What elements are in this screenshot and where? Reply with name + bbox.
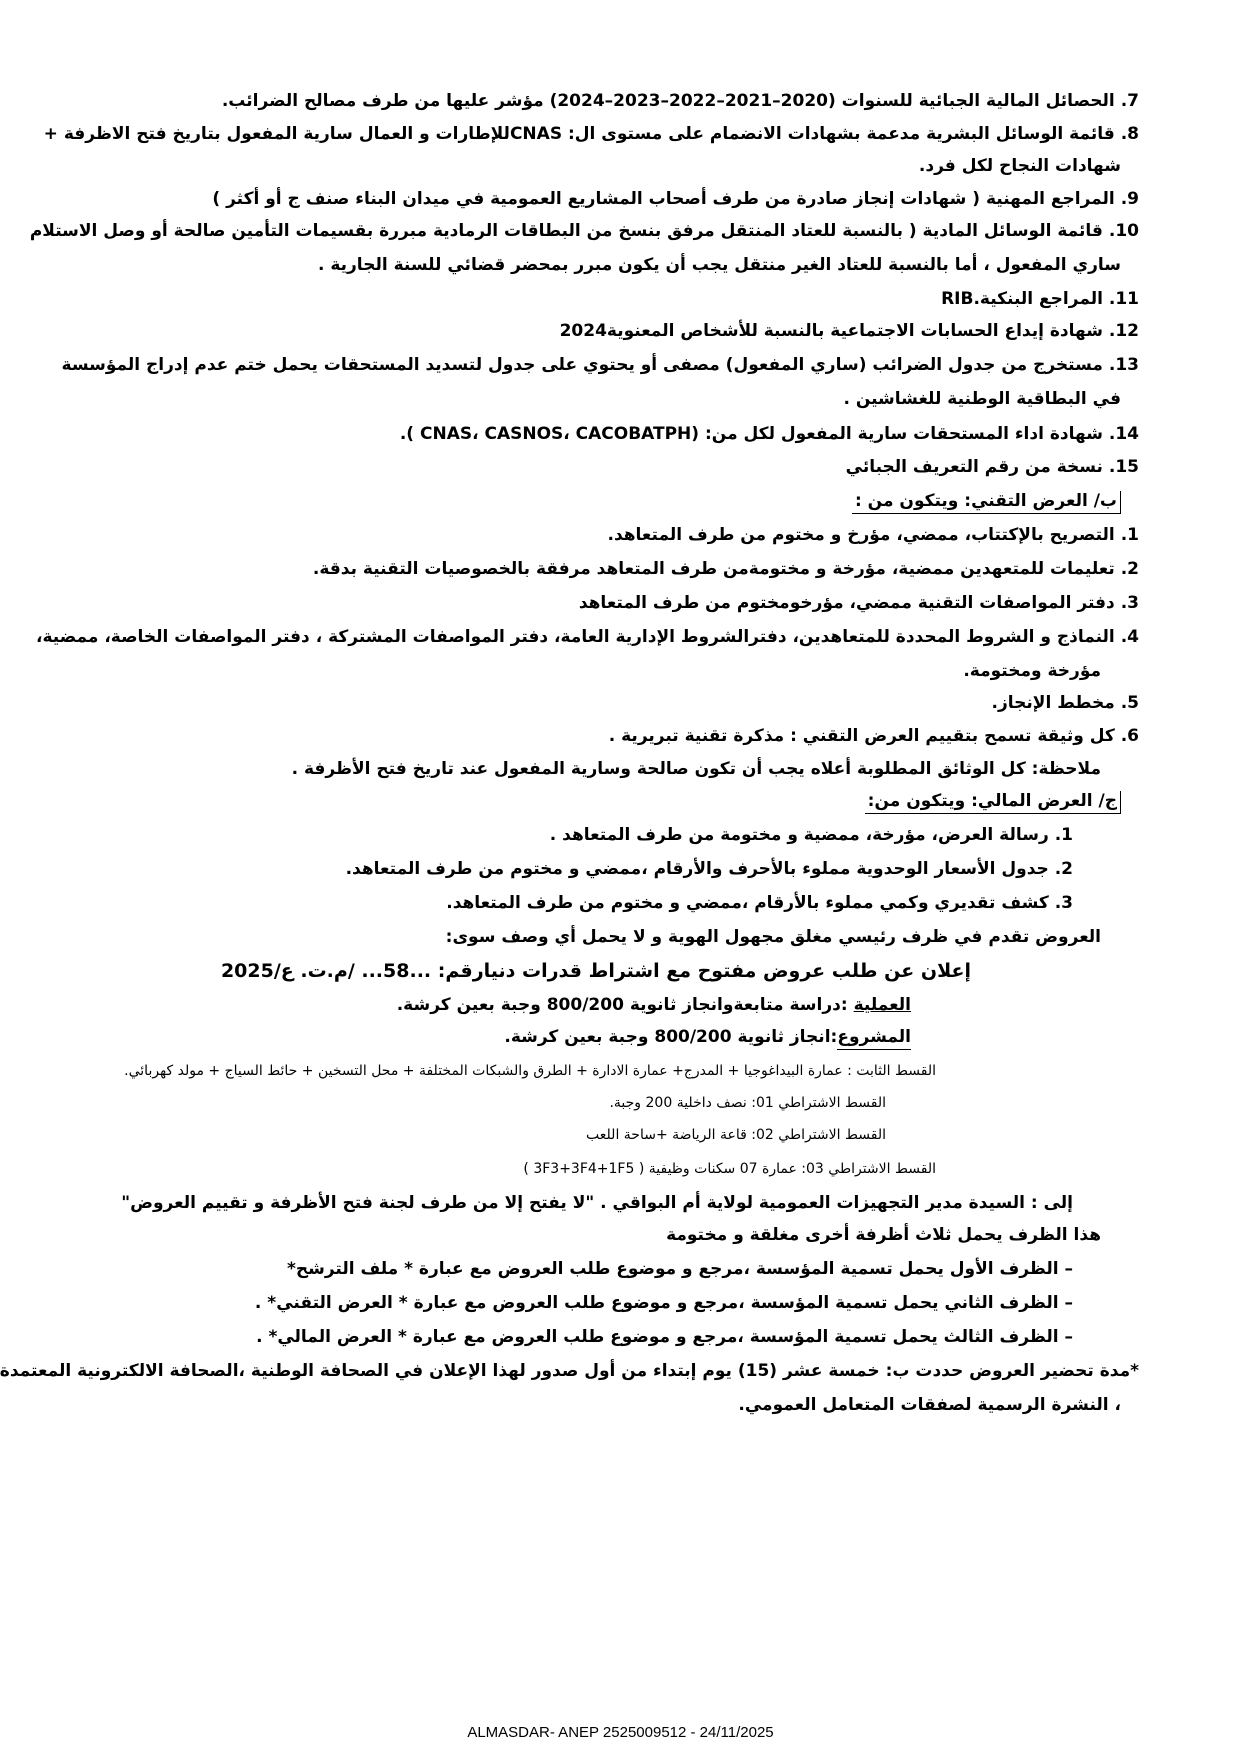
announcement-reference: إعلان عن طلب عروض مفتوح مع اشتراط قدرات دنيارقم: ...58... /م.ت. ع/2025: [220, 960, 971, 982]
envelope-2: – الظرف الثاني يحمل تسمية المؤسسة ،مرجع و موضوع طلب العروض مع عبارة * العرض التقني* .: [254, 1293, 1073, 1313]
doc-item-10-cont: ساري المفعول ، أما بالنسبة للعتاد الغير منتقل يجب أن يكون مبرر بمحضر قضائي للسنة الجارية .: [317, 255, 1121, 275]
technical-item-5: 5. مخطط الإنجاز.: [991, 693, 1139, 713]
technical-item-6: 6. كل وثيقة تسمح بتقييم العرض التقني : مذكرة تقنية تبريرية .: [608, 726, 1139, 746]
doc-item-11: 11. المراجع البنكية.RIB: [941, 289, 1139, 309]
technical-item-4: 4. النماذج و الشروط المحددة للمتعاهدين، دفترالشروط الإدارية العامة، دفتر المواصفات المشتركة ، دفتر المواصفات الخاصة، ممضية،: [36, 627, 1139, 647]
doc-item-8: 8. قائمة الوسائل البشرية مدعمة بشهادات الانضمام على مستوى ال: CNASللإطارات و العمال سارية المفعول بتاريخ فتح الاظرفة +: [43, 124, 1139, 144]
addressee-line: إلى : السيدة مدير التجهيزات العمومية لولاية أم البواقي . "لا يفتح إلا من طرف لجنة فتح الأظرفة و تقييم العروض": [121, 1193, 1073, 1213]
preparation-duration: *مدة تحضير العروض حددت ب: خمسة عشر (15) يوم إبتداء من أول صدور لهذا الإعلان في الصحافة الوطنية ،الصحافة الالكترونية المعتمدة: [0, 1361, 1139, 1381]
doc-item-8-cont: شهادات النجاح لكل فرد.: [918, 156, 1121, 176]
financial-item-1: 1. رسالة العرض، مؤرخة، ممضية و مختومة من طرف المتعاهد .: [549, 825, 1073, 845]
lot-fixed: القسط الثابت : عمارة البيداغوجيا + المدرج+ عمارة الادارة + الطرق والشبكات المختلفة + محل التسخين + حائط السياج + مولد كهربائي.: [124, 1063, 936, 1079]
project-line: المشروع:انجاز ثانوية 800/200 وجبة بعين كرشة.: [504, 1024, 911, 1050]
financial-offer-heading: ج/ العرض المالي: ويتكون من:: [865, 788, 1121, 814]
doc-item-9: 9. المراجع المهنية ( شهادات إنجاز صادرة من طرف أصحاب المشاريع العمومية في ميدان البناء صنف ج أو أكثر ): [212, 189, 1139, 209]
financial-item-2: 2. جدول الأسعار الوحدوية مملوء بالأحرف والأرقام ،ممضي و مختوم من طرف المتعاهد.: [345, 859, 1073, 879]
lot-optional-2: القسط الاشتراطي 02: قاعة الرياضة +ساحة اللعب: [586, 1127, 886, 1143]
envelope-intro: العروض تقدم في ظرف رئيسي مغلق مجهول الهوية و لا يحمل أي وصف سوى:: [445, 927, 1101, 947]
technical-item-4-cont: مؤرخة ومختومة.: [963, 661, 1101, 681]
operation-label: العملية: [853, 995, 911, 1015]
envelope-3: – الظرف الثالث يحمل تسمية المؤسسة ،مرجع و موضوع طلب العروض مع عبارة * العرض المالي* .: [256, 1327, 1073, 1347]
operation-line: العملية :دراسة متابعةوانجاز ثانوية 800/200 وجبة بعين كرشة.: [396, 995, 911, 1015]
technical-offer-heading: ب/ العرض التقني: ويتكون من :: [852, 488, 1121, 514]
footer-reference: ALMASDAR- ANEP 2525009512 - 24/11/2025: [467, 1724, 774, 1741]
technical-item-2: 2. تعليمات للمتعهدين ممضية، مؤرخة و مختومةمن طرف المتعاهد مرفقة بالخصوصيات التقنية بدقة.: [312, 559, 1139, 579]
lot-optional-1: القسط الاشتراطي 01: نصف داخلية 200 وجبة.: [609, 1095, 886, 1111]
technical-note: ملاحظة: كل الوثائق المطلوبة أعلاه يجب أن تكون صالحة وسارية المفعول عند تاريخ فتح الأظرفة .: [291, 759, 1101, 779]
financial-item-3: 3. كشف تقديري وكمي مملوء بالأرقام ،ممضي و مختوم من طرف المتعاهد.: [446, 893, 1073, 913]
technical-item-3: 3. دفتر المواصفات التقنية ممضي، مؤرخومختوم من طرف المتعاهد: [578, 593, 1139, 613]
lot-optional-3: القسط الاشتراطي 03: عمارة 07 سكنات وظيفية ( 3F3+3F4+1F5 ): [523, 1161, 936, 1177]
project-label: المشروع: [837, 1027, 911, 1050]
envelope-1: – الظرف الأول يحمل تسمية المؤسسة ،مرجع و موضوع طلب العروض مع عبارة * ملف الترشح*: [286, 1259, 1073, 1279]
doc-item-14: 14. شهادة اداء المستحقات سارية المفعول لكل من: (CNAS، CASNOS، CACOBATPH ).: [399, 424, 1139, 444]
technical-item-1: 1. التصريح بالإكتتاب، ممضي، مؤرخ و مختوم من طرف المتعاهد.: [607, 525, 1139, 545]
preparation-duration-cont: ، النشرة الرسمية لصفقات المتعامل العمومي.: [738, 1395, 1121, 1415]
doc-item-7: 7. الحصائل المالية الجبائية للسنوات (2020–2021–2022–2023–2024) مؤشر عليها من طرف مصالح الضرائب.: [221, 91, 1139, 111]
doc-item-13-cont: في البطاقية الوطنية للغشاشين .: [843, 389, 1121, 409]
doc-item-12: 12. شهادة إيداع الحسابات الاجتماعية بالنسبة للأشخاص المعنوية2024: [559, 321, 1139, 341]
doc-item-13: 13. مستخرج من جدول الضرائب (ساري المفعول) مصفى أو يحتوي على جدول لتسديد المستحقات يحمل ختم عدم إدراج المؤسسة: [61, 355, 1139, 375]
doc-item-15: 15. نسخة من رقم التعريف الجبائي: [845, 457, 1139, 477]
doc-item-10: 10. قائمة الوسائل المادية ( بالنسبة للعتاد المنتقل مرفق بنسخ من البطاقات الرمادية مبررة بقسيمات التأمين صالحة أو وصل الاستلام: [29, 221, 1139, 241]
envelope-contains: هذا الظرف يحمل ثلاث أظرفة أخرى مغلقة و مختومة: [666, 1225, 1101, 1245]
